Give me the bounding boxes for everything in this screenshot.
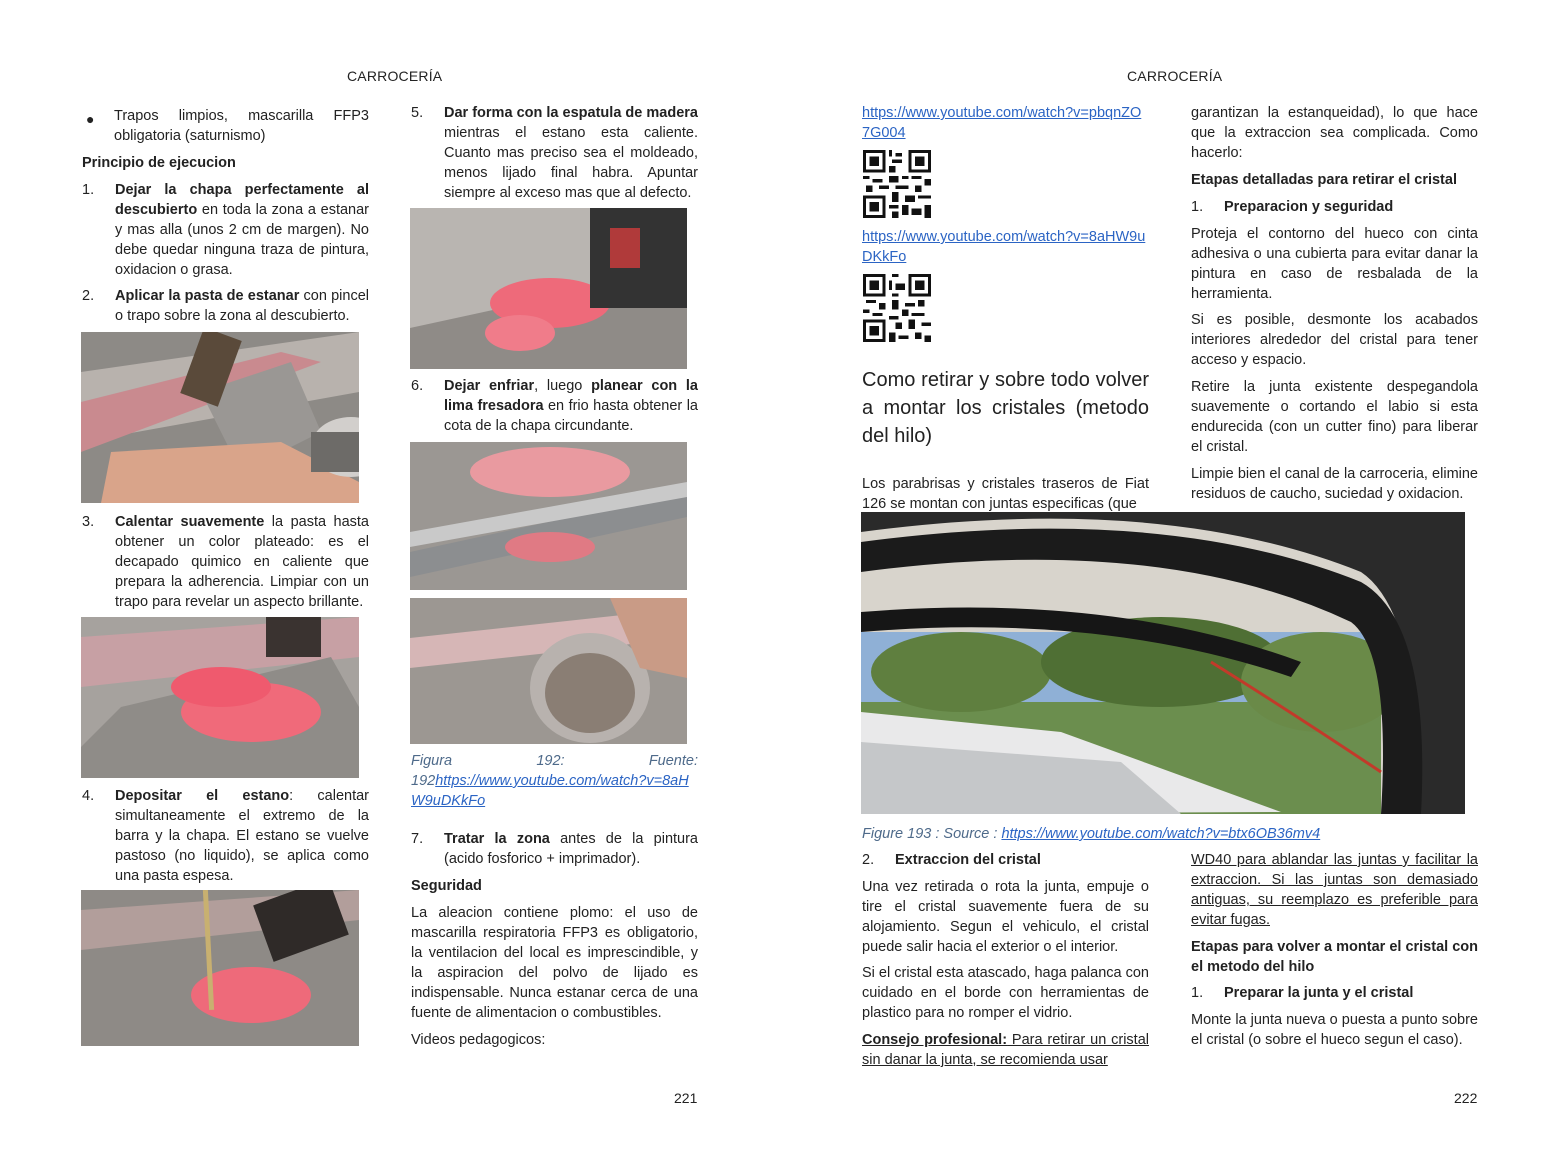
mount-p1: Monte la junta nueva o puesta a punto sobre el cristal (o sobre el hueco segun el caso).	[1191, 1012, 1478, 1048]
photo-shaping	[410, 208, 687, 369]
video-link-1[interactable]: https://www.youtube.com/watch?v=pbqnZO7G004	[862, 105, 1142, 141]
step-3: 3. Calentar suavemente la pasta hasta obtener un color plateado: es el decapado quimico en caliente que prepara la adherencia. Limpiar con un trapo para revelar un aspecto brillante.	[82, 514, 369, 610]
figure-193-link[interactable]: https://www.youtube.com/watch?v=btx6OB36mv4	[1001, 826, 1321, 842]
mount-heading: Etapas para volver a montar el cristal con el metodo del hilo	[1191, 939, 1478, 975]
step-2: 2. Aplicar la pasta de estanar con pincel o trapo sobre la zona al descubierto.	[82, 288, 370, 324]
extract-p1: Una vez retirada o rota la junta, empuje o tire el cristal suavemente fuera de su alojamiento. Segun el vehiculo, el cristal puede salir hacia el exterior o el interior.	[862, 879, 1149, 955]
step-7: 7. Tratar la zona antes de la pintura (acido fosforico + imprimador).	[411, 831, 698, 867]
section-heading-windows: Como retirar y sobre todo volver a montar los cristales (metodo del hilo)	[862, 369, 1149, 447]
figure-192-caption-label: Figura 192: Fuente:	[411, 753, 698, 769]
pro-tip: Consejo profesional: Para retirar un cristal sin danar la junta, se recomienda usar	[862, 1032, 1149, 1068]
bullet-dot: ●	[86, 111, 95, 127]
intro-text: Los parabrisas y cristales traseros de Fiat 126 se montan con juntas especificas (que	[862, 476, 1149, 512]
qr-code-2[interactable]	[862, 274, 932, 342]
page-number-right: 222	[1454, 1090, 1478, 1106]
remove-steps-heading: Etapas detalladas para retirar el cristal	[1191, 172, 1457, 188]
step-4: 4. Depositar el estano: calentar simultaneamente el extremo de la barra y la chapa. El estano se vuelve pastoso (no liquido), se aplica como una pasta espesa.	[82, 788, 369, 884]
qr-code-1[interactable]	[862, 150, 932, 218]
photo-depositing-tin	[81, 890, 359, 1046]
step-5: 5. Dar forma con la espatula de madera mientras el estano esta caliente. Cuanto mas preciso sea el moldeado, menos lijado final habra. Apuntar siempre al exceso mas que al defecto.	[411, 105, 698, 201]
bullet-text: Trapos limpios, mascarilla FFP3 obligatoria (saturnismo)	[114, 108, 369, 144]
safety-text: La aleacion contiene plomo: el uso de mascarilla respiratoria FFP3 es obligatorio, la ventilacion del local es imprescindible, y la aspiracion del polvo de lijado es indispensable. Nunca estanar cerca de una fuente de alimentacion o combustibles.	[411, 905, 698, 1021]
remove-step-2: 2. Extraccion del cristal	[862, 852, 1041, 868]
figure-192-caption: Figura 192: Fuente: 192https://www.youtube.com/watch?v=8aHW9uDKkFo	[411, 753, 698, 809]
photo-paste-application	[81, 332, 359, 503]
page-number-left: 221	[674, 1090, 698, 1106]
videos-label: Videos pedagogicos:	[411, 1032, 546, 1048]
step-6: 6. Dejar enfriar, luego planear con la lima fresadora en frio hasta obtener la cota de la chapa circundante.	[411, 378, 698, 434]
figure-193-prefix: Figure 193 : Source :	[862, 826, 1002, 842]
figure-193-caption	[862, 824, 1320, 844]
step-1: 1. Dejar la chapa perfectamente al descubierto en toda la zona a estanar y mas alla (unos 2 cm de margen). No debe quedar ninguna traza de pintura, oxidacion o grasa.	[82, 182, 369, 278]
remove-p3: Retire la junta existente despegandola suavemente o cortando el labio si esta endurecida (con un cutter fino) para liberar el cristal.	[1191, 379, 1478, 455]
remove-p4: Limpie bien el canal de la carroceria, elimine residuos de caucho, suciedad y oxidacion.	[1191, 466, 1478, 502]
extract-p2: Si el cristal esta atascado, haga palanca con cuidado en el borde con herramientas de plastico para no romper el vidrio.	[862, 965, 1149, 1021]
photo-filing	[410, 442, 687, 590]
remove-step-1: 1. Preparacion y seguridad	[1191, 199, 1394, 215]
photo-window-removal	[861, 512, 1465, 814]
safety-heading: Seguridad	[411, 878, 482, 894]
photo-sanding	[410, 598, 687, 744]
mount-step-1: 1. Preparar la junta y el cristal	[1191, 985, 1414, 1001]
photo-heating	[81, 617, 359, 778]
remove-p2: Si es posible, desmonte los acabados interiores alrededor del cristal para tener acceso y espacio.	[1191, 312, 1478, 368]
remove-p1: Proteja el contorno del hueco con cinta adhesiva o una cubierta para evitar danar la pintura en caso de resbalada de la herramienta.	[1191, 226, 1478, 302]
principle-heading: Principio de ejecucion	[82, 155, 236, 171]
intro-continuation: garantizan la estanqueidad), lo que hace que la extraccion sea complicada. Como hacerlo:	[1191, 105, 1478, 161]
figure-192-link[interactable]: https://www.youtube.com/watch?v=8aHW9uDKkFo	[411, 773, 689, 809]
video-link-2[interactable]: https://www.youtube.com/watch?v=8aHW9uDKkFo	[862, 229, 1146, 265]
page-header-right: CARROCERÍA	[1127, 68, 1223, 84]
page-header-left: CARROCERÍA	[347, 68, 443, 84]
pro-tip-continuation: WD40 para ablandar las juntas y facilitar la extraccion. Si las juntas son demasiado antiguas, su reemplazo es preferible para evitar fugas.	[1191, 852, 1478, 928]
